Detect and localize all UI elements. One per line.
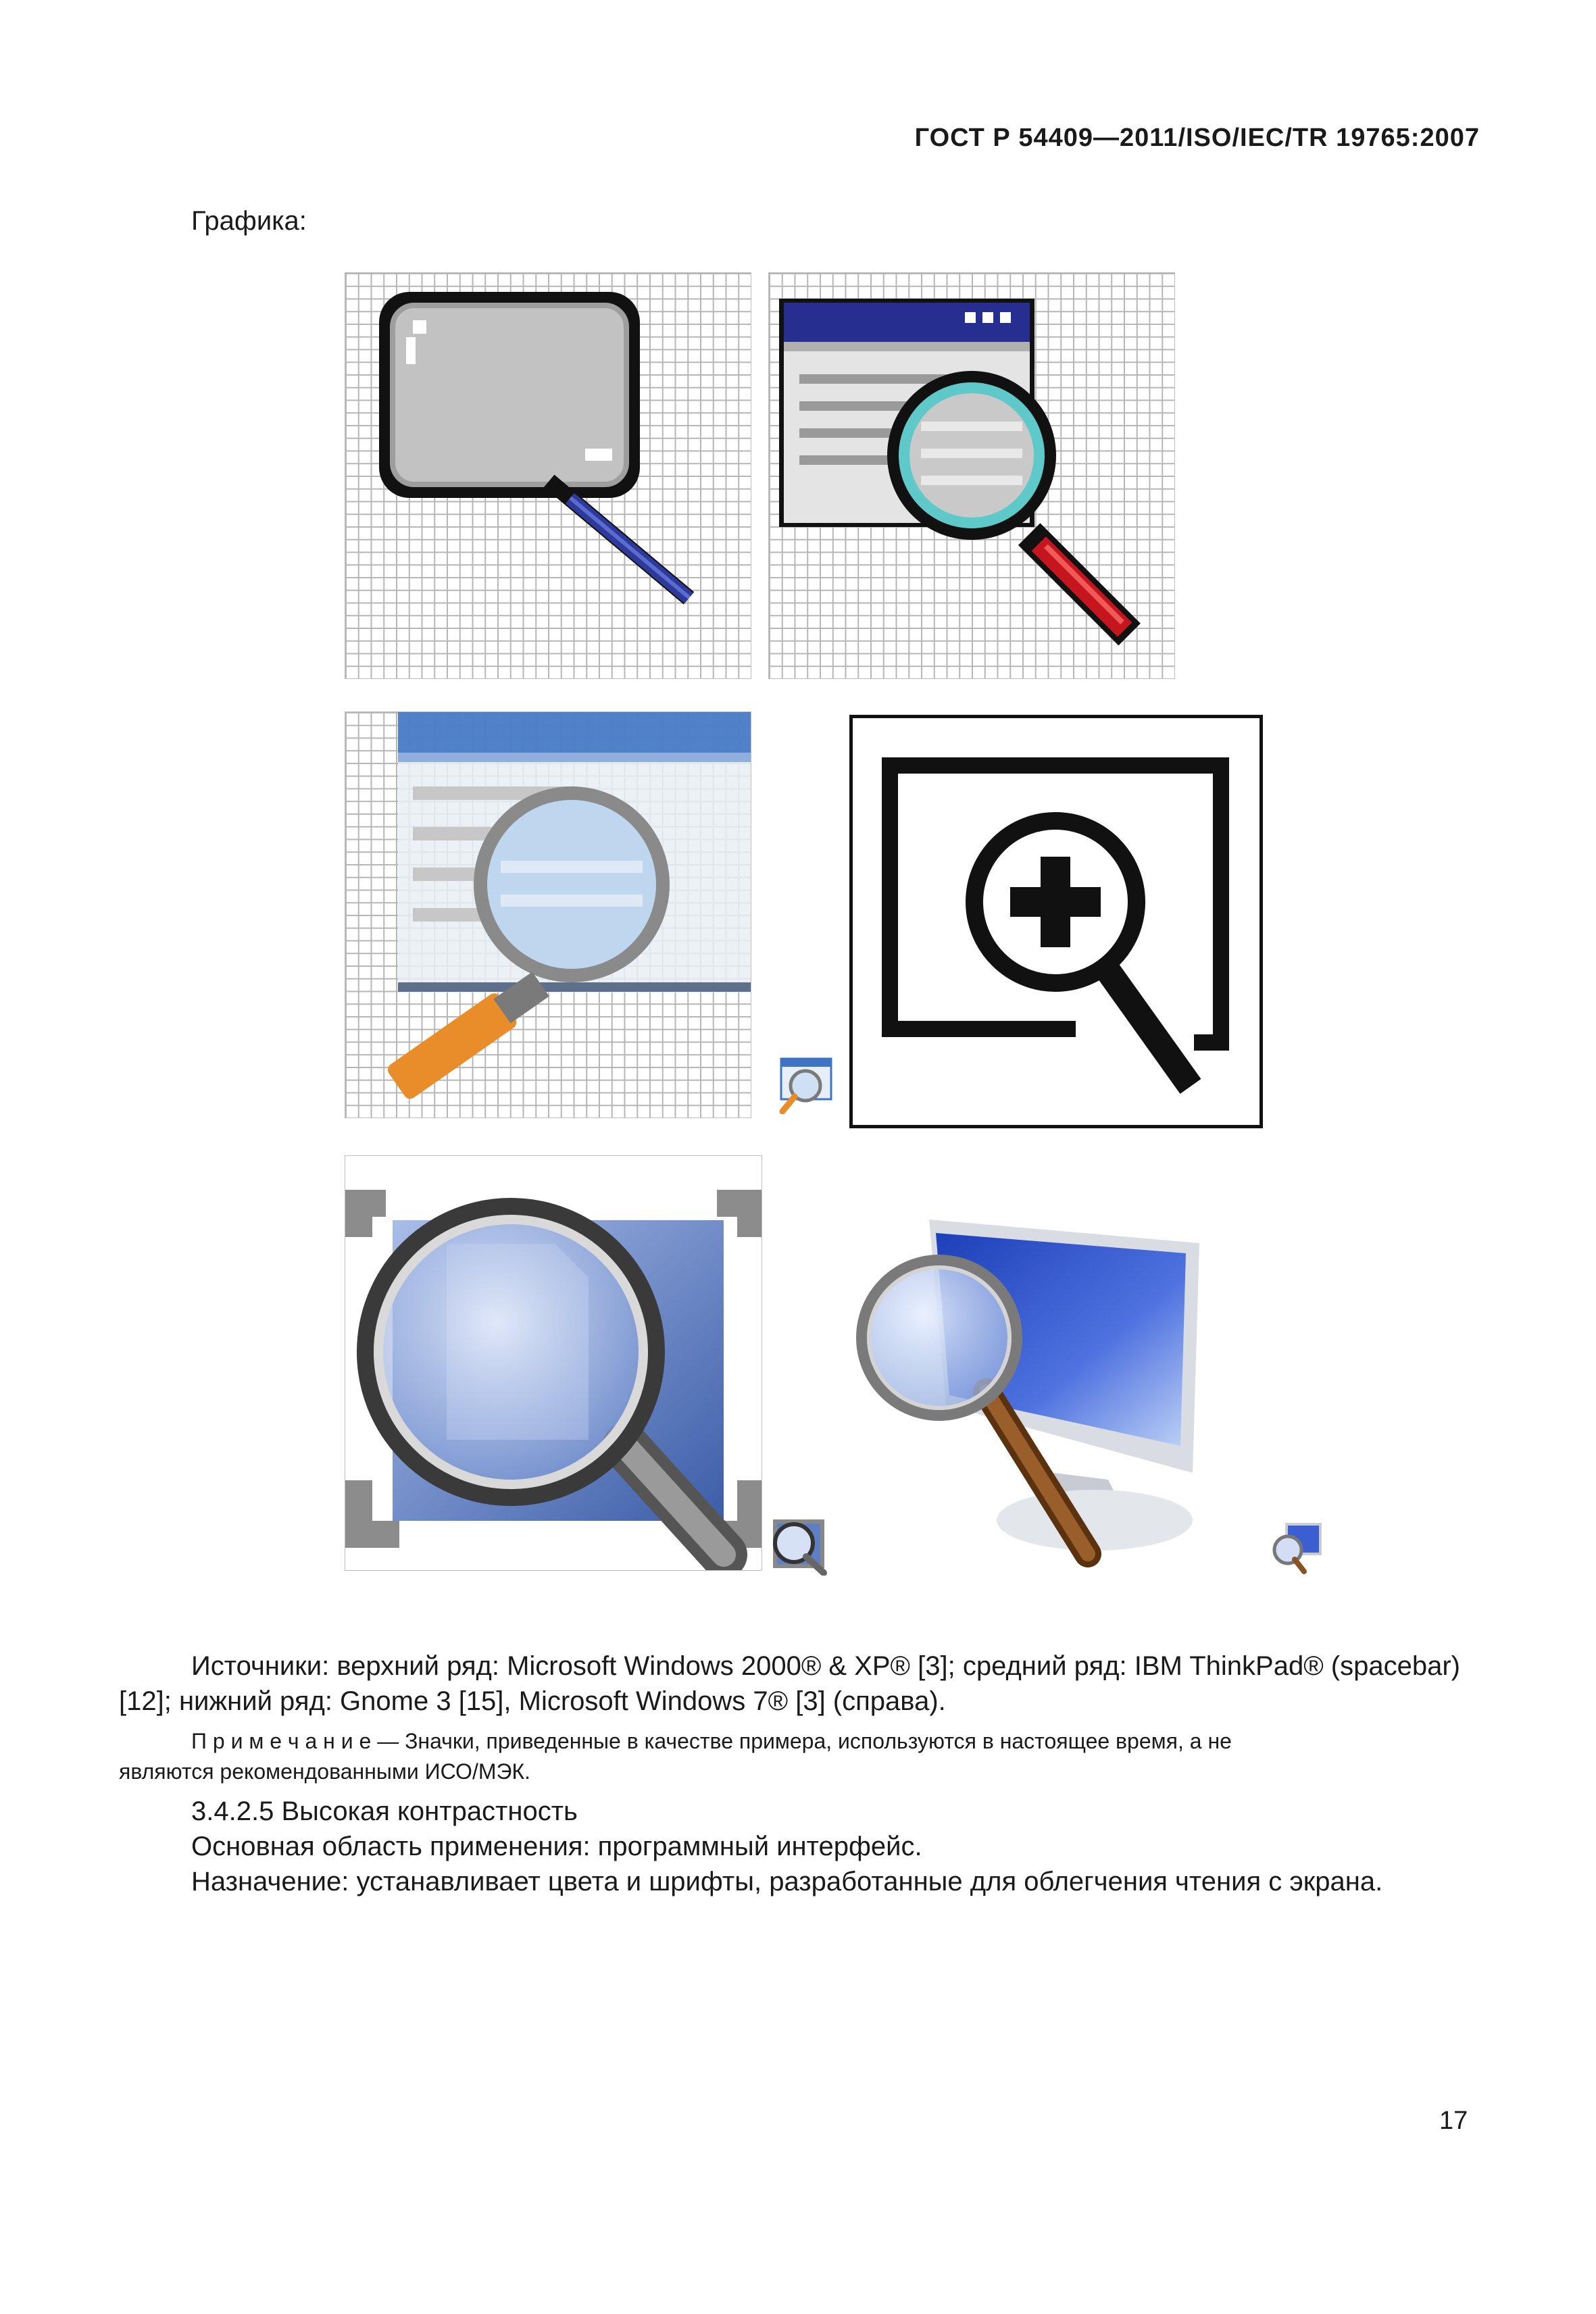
magnifier-xp-icon	[768, 272, 1175, 679]
document-header: ГОСТ Р 54409—2011/ISO/IEC/TR 19765:2007	[914, 124, 1480, 152]
thinkpad-small-preview-icon	[777, 1057, 834, 1114]
clause-purpose: Назначение: устанавливает цвета и шрифты, разработанные для облегчения чтения с экрана.	[191, 1867, 1383, 1896]
thinkpad-zoom-plus-icon	[849, 715, 1263, 1128]
windows7-magnifier-monitor-icon	[851, 1203, 1216, 1581]
clause-application: Основная область применения: программный интерфейс.	[191, 1832, 922, 1861]
graphics-label: Графика:	[191, 206, 307, 236]
note-line-1: П р и м е ч а н и е — Значки, приведенные в качестве примера, используются в настоящее время, а не	[191, 1729, 1232, 1753]
gnome-zoom-icon	[345, 1155, 762, 1571]
magnifier-2000-icon	[345, 272, 751, 679]
gnome-small-preview-icon	[767, 1513, 829, 1576]
page-number: 17	[1439, 2107, 1468, 2135]
clause-title: 3.4.2.5 Высокая контрастность	[191, 1796, 578, 1826]
sources-line-1: Источники: верхний ряд: Microsoft Windows 2000® & XP® [3]; средний ряд: IBM ThinkPad® (spacebar)	[191, 1651, 1460, 1681]
thinkpad-magnifier-icon	[345, 711, 751, 1118]
sources-line-2: [12]; нижний ряд: Gnome 3 [15], Microsoft Windows 7® [3] (справа).	[119, 1686, 946, 1716]
windows7-small-preview-icon	[1270, 1520, 1324, 1574]
note-line-2: являются рекомендованными ИСО/МЭК.	[119, 1759, 531, 1784]
